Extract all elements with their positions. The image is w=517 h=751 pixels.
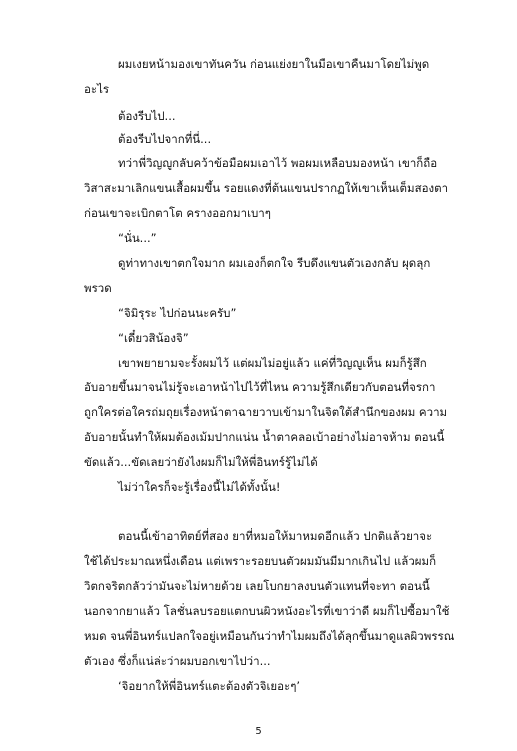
text-line: วิตกจริตกลัวว่ามันจะไม่หายด้วย เลยโบกยาลงบนตัวแทนที่จะทา ตอนนี้ <box>84 579 430 593</box>
text-line: อับอายขึ้นมาจนไม่รู้จะเอาหน้าไปไว้ที่ไหน ความรู้สึกเดียวกับตอนที่จรกา <box>84 380 436 394</box>
text-line: ตอนนี้เข้าอาทิตย์ที่สอง ยาที่หมอให้มาหมดอีกแล้ว ปกติแล้วยาจะ <box>118 529 433 543</box>
text-line: เขาพยายามจะรั้งผมไว้ แต่ผมไม่อยู่แล้ว แค่ที่วิญญูเห็น ผมก็รู้สึก <box>118 356 427 370</box>
text-line: ทว่าพี่วิญญูกลับคว้าข้อมือผมเอาไว้ พอผมเหลือบมองหน้า เขาก็ถือ <box>118 156 438 170</box>
text-line: ก่อนเขาจะเบิกตาโต ครางออกมาเบาๆ <box>84 206 271 220</box>
text-line: ตัวเอง ซึ่งก็แน่ล่ะว่าผมบอกเขาไปว่า... <box>84 654 271 668</box>
text-line: ผมเงยหน้ามองเขาทันควัน ก่อนแย่งยาในมือเขาคืนมาโดยไม่พูด <box>118 57 430 71</box>
text-line: ขัดแล้ว...ขัดเลยว่ายังไงผมก็ไม่ให้พี่อินทร์รู้ไม่ได้ <box>84 455 318 469</box>
text-line: พรวด <box>84 281 112 295</box>
text-line: “จิมิรุระ ไปก่อนนะครับ” <box>118 306 237 320</box>
text-line: ดูท่าทางเขาตกใจมาก ผมเองก็ตกใจ รีบดึงแขนตัวเองกลับ ผุดลุก <box>118 256 431 270</box>
text-line: ไม่ว่าใครก็จะรู้เรื่องนี้ไม่ได้ทั้งนั้น! <box>118 480 281 494</box>
text-line: ต้องรีบไปจากที่นี่... <box>118 132 212 146</box>
page-number: 5 <box>255 726 262 737</box>
text-line: “เดี๋ยวสิน้องจิ” <box>118 331 189 345</box>
text-line: วิสาสะมาเลิกแขนเสื้อผมขึ้น รอยแดงที่ต้นแขนปรากฏให้เขาเห็นเต็มสองตา <box>84 181 449 195</box>
text-line: ‘จิอยากให้พี่อินทร์แตะต้องตัวจิเยอะๆ’ <box>118 679 301 693</box>
text-line: ใช้ได้ประมาณหนึ่งเดือน แต่เพราะรอยบนตัวผมมันมีมากเกินไป แล้วผมก็ <box>84 554 437 568</box>
text-line: หมด จนพี่อินทร์แปลกใจอยู่เหมือนกันว่าทำไมผมถึงได้ลุกขึ้นมาดูแลผิวพรรณ <box>84 629 455 643</box>
text-line: ต้องรีบไป... <box>118 109 176 123</box>
text-line: อับอายนั้นทำให้ผมต้องเม้มปากแน่น น้ำตาคลอเบ้าอย่างไม่อาจห้าม ตอนนี้ <box>84 430 445 444</box>
text-line: ถูกใครต่อใครถ่มถุยเรื่องหน้าตาฉายวาบเข้ามาในจิตใต้สำนึกของผม ความ <box>84 405 448 419</box>
text-line: นอกจากยาแล้ว โลชั่นลบรอยแตกบนผิวหนังอะไรที่เขาว่าดี ผมก็ไปซื้อมาใช้ <box>84 604 450 618</box>
text-line: อะไร <box>84 82 110 96</box>
text-line: “นั่น...” <box>118 231 157 245</box>
